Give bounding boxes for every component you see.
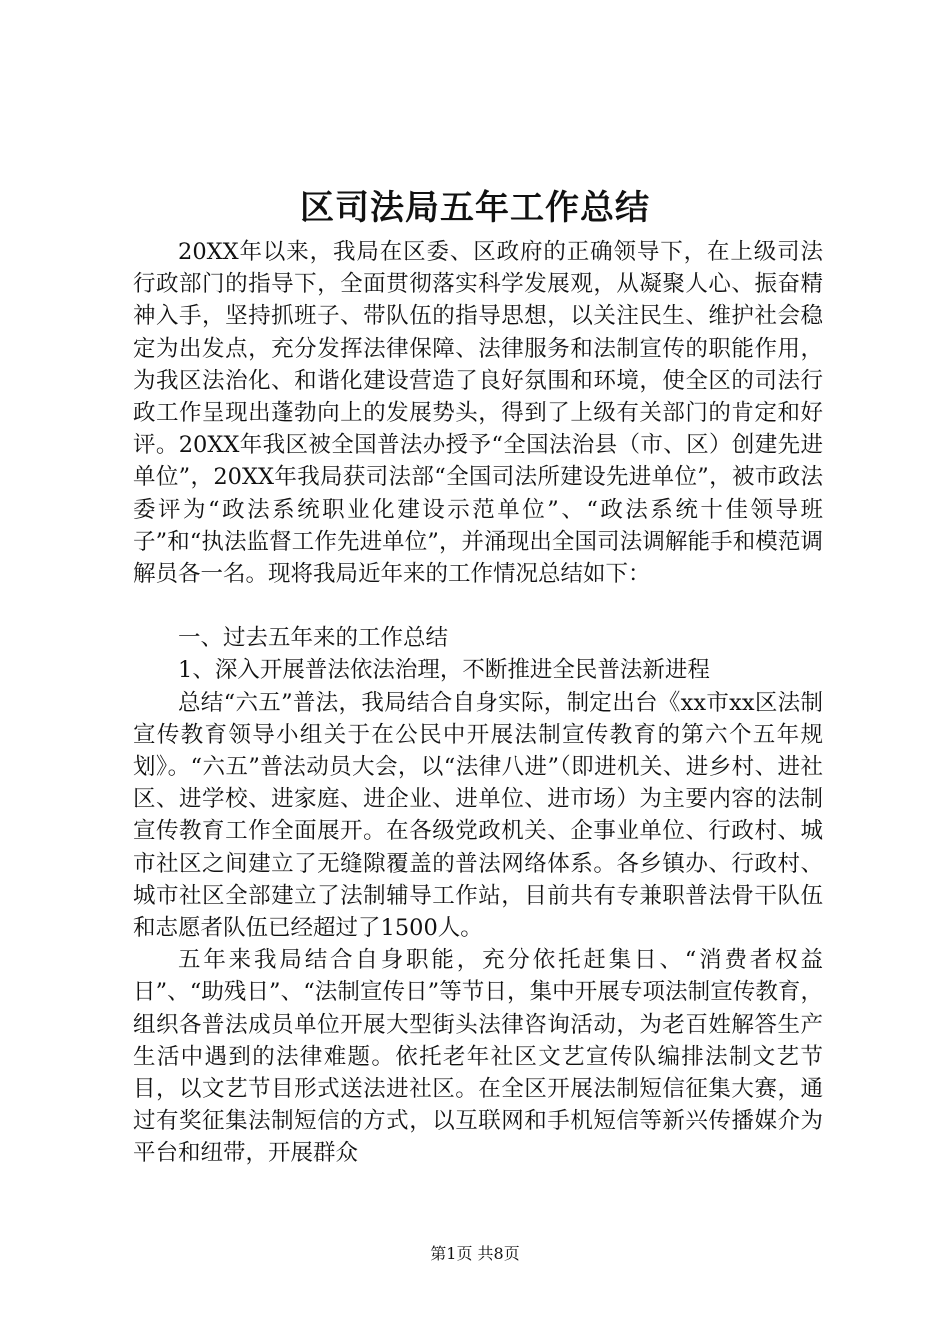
document-body <box>133 236 823 1170</box>
intro-paragraph: 20XX年以来，我局在区委、区政府的正确领导下，在上级司法行政部门的指导下，全面贯彻落实科学发展观，从凝聚人心、振奋精神入手，坚持抓班子、带队伍的指导思想，以关注民生、维护社会稳定为出发点，充分发挥法律保障、法律服务和法制宣传的职能作用，为我区法治化、和谐化建设营造了良好氛围和环境，使全区的司法行政工作呈现出蓬勃向上的发展势头，得到了上级有关部门的肯定和好评。20XX年我区被全国普法办授予“全国法治县（市、区）创建先进单位”，20XX年我局获司法部“全国司法所建设先进单位”，被市政法委评为“政法系统职业化建设示范单位”、“政法系统十佳领导班子”和“执法监督工作先进单位”，并涌现出全国司法调解能手和模范调解员各一名。现将我局近年来的工作情况总结如下： <box>133 239 823 588</box>
page-footer: 第1页 共8页 <box>430 1244 520 1263</box>
body-paragraph: 五年来我局结合自身职能，充分依托赶集日、“消费者权益日”、“助残日”、“法制宣传日”等节日，集中开展专项法制宣传教育，组织各普法成员单位开展大型街头法律咨询活动，为老百姓解答生产生活中遇到的法律难题。依托老年社区文艺宣传队编排法制文艺节目，以文艺节目形式送法进社区。在全区开展法制短信征集大赛，通过有奖征集法制短信的方式，以互联网和手机短信等新兴传播媒介为平台和纽带，开展群众 <box>133 947 823 1167</box>
document-title: 区司法局五年工作总结 <box>300 188 650 228</box>
subsection-heading: 1、深入开展普法依法治理，不断推进全民普法新进程 <box>178 657 710 684</box>
section-heading: 一、过去五年来的工作总结 <box>178 625 449 652</box>
body-paragraph: 总结“六五”普法，我局结合自身实际，制定出台《xx市xx区法制宣传教育领导小组关于在公民中开展法制宣传教育的第六个五年规划》。“六五”普法动员大会，以“法律八进”（即进机关、进乡村、进社区、进学校、进家庭、进企业、进单位、进市场）为主要内容的法制宣传教育工作全面展开。在各级党政机关、企事业单位、行政村、城市社区之间建立了无缝隙覆盖的普法网络体系。各乡镇办、行政村、城市社区全部建立了法制辅导工作站，目前共有专兼职普法骨干队伍和志愿者队伍已经超过了1500人。 <box>133 689 823 942</box>
